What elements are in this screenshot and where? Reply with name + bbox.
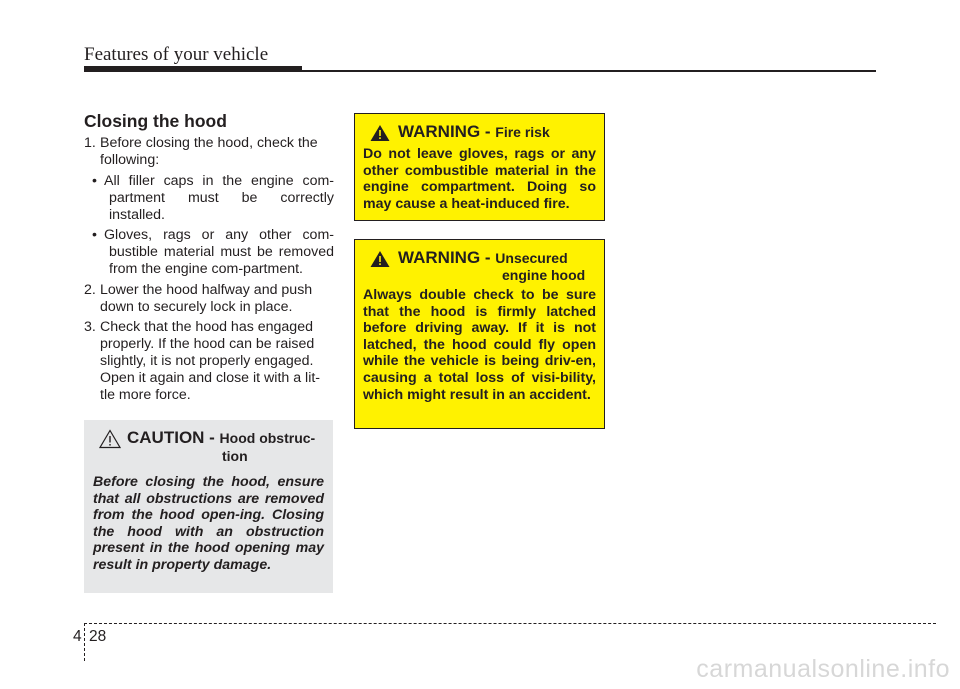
caution-title [127, 428, 315, 464]
header-rule-thin [302, 70, 876, 72]
bullet-dot-icon: • [92, 227, 97, 243]
bullet-item [92, 173, 334, 224]
step-3-number: 3. [84, 319, 96, 335]
steps-list [84, 135, 334, 407]
bullet-item [92, 227, 334, 278]
chapter-number: 4 [73, 628, 82, 645]
warning-triangle-icon [370, 250, 390, 268]
step-3-text: Check that the hood has engaged properly. If the hood can be raised slightly, it is not properly engaged. Open it again and close it with a lit-tle more force. [100, 319, 321, 403]
warning-fire-subject: Fire risk [495, 124, 550, 140]
step-1 [84, 135, 334, 169]
caution-label: CAUTION - [127, 428, 220, 447]
caution-subject-line1: Hood obstruc- [219, 430, 316, 446]
warning-hood-title [398, 248, 585, 283]
watermark: carmanualsonline.info [696, 655, 950, 683]
step-2-text: Lower the hood halfway and push down to securely lock in place. [100, 282, 313, 315]
warning-hood-box [354, 239, 605, 429]
warning-hood-subject-line2: engine hood [502, 267, 586, 283]
step-1-text: Before closing the hood, check the following: [100, 135, 318, 168]
caution-body: Before closing the hood, ensure that all obstructions are removed from the hood open-ing. Closing the hood with an obstruction present in the hood opening may result in property damage. [93, 474, 324, 573]
bullet-dot-icon: • [92, 173, 97, 189]
header-rule-thick [84, 66, 302, 72]
footer-divider [84, 623, 85, 661]
warning-fire-body: Do not leave gloves, rags or any other combustible material in the engine compartment. Doing so may cause a heat-induced fire. [363, 146, 596, 212]
warning-fire-title [398, 122, 550, 142]
caution-box [84, 420, 333, 593]
caution-header [93, 428, 324, 464]
step-2 [84, 282, 334, 316]
bullet-text: All filler caps in the engine com-partment must be correctly installed. [104, 173, 334, 223]
step-3 [84, 319, 334, 404]
section-heading: Closing the hood [84, 111, 227, 131]
step-1-number: 1. [84, 135, 96, 151]
warning-fire-label: WARNING - [398, 122, 496, 141]
warning-hood-body: Always double check to be sure that the hood is firmly latched before driving away. If it is not latched, the hood could fly open while the vehicle is being driv-en, causing a total loss of visi-bility, which might result in an accident. [363, 287, 596, 403]
caution-triangle-icon [99, 429, 121, 449]
bullet-text: Gloves, rags or any other com-bustible material must be removed from the engine com-partment. [104, 227, 334, 277]
step-2-number: 2. [84, 282, 96, 298]
footer-rule [84, 623, 936, 624]
warning-hood-header [363, 248, 596, 283]
warning-triangle-icon [370, 124, 390, 142]
warning-hood-subject-line1: Unsecured [495, 250, 568, 266]
header-title: Features of your vehicle [84, 44, 269, 65]
page-number: 28 [89, 628, 107, 645]
bullet-list [84, 173, 334, 278]
warning-fire-header [363, 122, 596, 142]
warning-hood-label: WARNING - [398, 248, 496, 267]
warning-fire-box [354, 113, 605, 221]
caution-subject-line2: tion [222, 448, 248, 464]
